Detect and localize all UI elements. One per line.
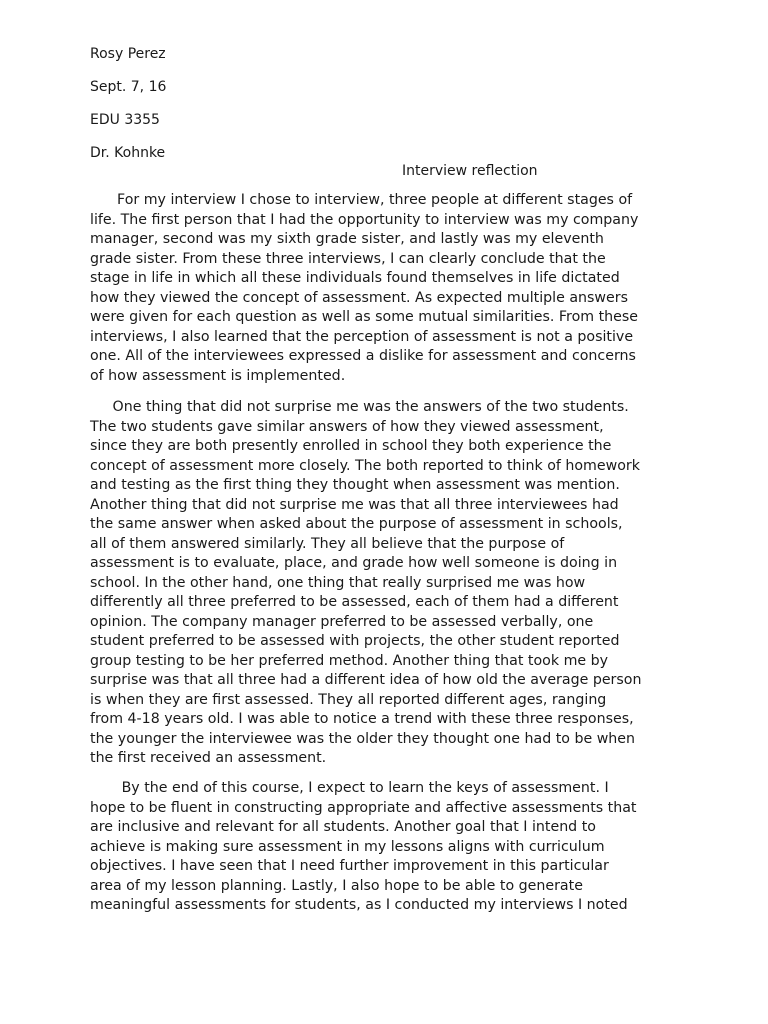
text-line: concept of assessment more closely. The both reported to think of homework bbox=[90, 457, 640, 474]
course-code: EDU 3355 bbox=[90, 112, 160, 128]
text-line: the younger the interviewee was the older they thought one had to be when bbox=[90, 730, 636, 747]
text-line: life. The first person that I had the opportunity to interview was my company bbox=[90, 211, 639, 228]
text-line: stage in life in which all these individuals found themselves in life dictated bbox=[90, 270, 620, 286]
text-line: student preferred to be assessed with projects, the other student reported bbox=[90, 633, 620, 649]
text-line: since they are both presently enrolled in school they both experience the bbox=[90, 438, 612, 454]
text-line: and testing as the first thing they thought when assessment was mention. bbox=[90, 477, 620, 493]
text-line: objectives. I have seen that I need further improvement in this particular bbox=[90, 858, 609, 874]
text-line: surprise was that all three had a different idea of how old the average person bbox=[90, 672, 642, 688]
text-line: The two students gave similar answers of how they viewed assessment, bbox=[90, 418, 604, 435]
text-line: hope to be fluent in constructing appropriate and affective assessments that bbox=[90, 799, 637, 816]
text-line: the same answer when asked about the purpose of assessment in schools, bbox=[90, 516, 623, 532]
text-line: is when they are first assessed. They all reported different ages, ranging bbox=[90, 691, 607, 708]
text-line: differently all three preferred to be assessed, each of them had a different bbox=[90, 594, 619, 610]
text-line: For my interview I chose to interview, three people at different stages of bbox=[90, 192, 633, 208]
text-line: school. In the other hand, one thing that really surprised me was how bbox=[90, 574, 586, 591]
document-date: Sept. 7, 16 bbox=[90, 79, 167, 95]
paragraph-1 bbox=[90, 191, 690, 386]
text-line: assessment is to evaluate, place, and grade how well someone is doing in bbox=[90, 555, 618, 571]
text-line: Another thing that did not surprise me was that all three interviewees had bbox=[90, 496, 619, 513]
text-line: achieve is making sure assessment in my lessons aligns with curriculum bbox=[90, 838, 605, 855]
text-line: all of them answered similarly. They all believe that the purpose of bbox=[90, 535, 565, 552]
text-line: area of my lesson planning. Lastly, I also hope to be able to generate bbox=[90, 877, 583, 894]
document-title: Interview reflection bbox=[402, 163, 538, 179]
text-line: opinion. The company manager preferred to be assessed verbally, one bbox=[90, 613, 594, 630]
text-line: from 4-18 years old. I was able to notice a trend with these three responses, bbox=[90, 711, 634, 727]
text-line: the first received an assessment. bbox=[90, 750, 327, 766]
text-line: manager, second was my sixth grade sister, and lastly was my eleventh bbox=[90, 231, 604, 247]
text-line: of how assessment is implemented. bbox=[90, 367, 346, 384]
text-line: meaningful assessments for students, as I conducted my interviews I noted bbox=[90, 897, 628, 913]
text-line: One thing that did not surprise me was the answers of the two students. bbox=[90, 399, 629, 415]
text-line: were given for each question as well as some mutual similarities. From these bbox=[90, 309, 638, 325]
text-line: grade sister. From these three interviews, I can clearly conclude that the bbox=[90, 250, 606, 267]
text-line: are inclusive and relevant for all students. Another goal that I intend to bbox=[90, 819, 596, 835]
text-line: group testing to be her preferred method. Another thing that took me by bbox=[90, 652, 609, 669]
paragraph-2 bbox=[90, 398, 690, 769]
text-line: interviews, I also learned that the perception of assessment is not a positive bbox=[90, 328, 634, 345]
instructor-name: Dr. Kohnke bbox=[90, 145, 166, 161]
text-line: how they viewed the concept of assessment. As expected multiple answers bbox=[90, 289, 628, 306]
text-line: By the end of this course, I expect to learn the keys of assessment. I bbox=[90, 780, 609, 796]
text-line: one. All of the interviewees expressed a dislike for assessment and concerns bbox=[90, 348, 636, 364]
paragraph-3 bbox=[90, 779, 690, 916]
author-name: Rosy Perez bbox=[90, 46, 166, 62]
